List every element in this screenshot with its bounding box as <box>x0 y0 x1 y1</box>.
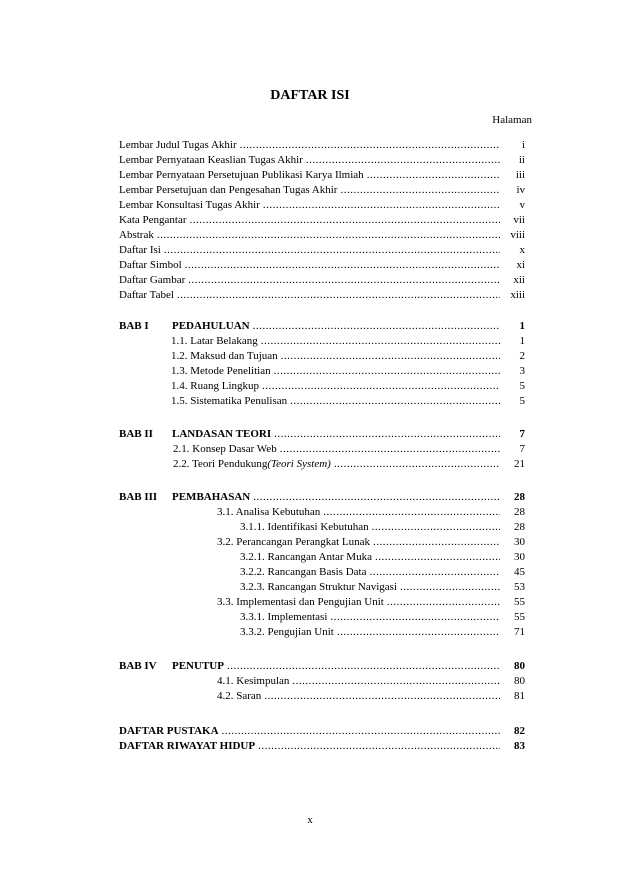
toc-chapter: BAB III PEMBAHASAN ..... 28 <box>119 490 525 504</box>
toc-entry: Daftar Tabel ..... xiii <box>119 288 525 302</box>
toc-subentry: 3.3.2. Pengujian Unit ..... 71 <box>240 625 525 639</box>
toc-entry: Lembar Pernyataan Keaslian Tugas Akhir ..... ii <box>119 153 525 167</box>
toc-entry: Daftar Isi ..... x <box>119 243 525 257</box>
toc-entry: Lembar Persetujuan dan Pengesahan Tugas Akhir ..... iv <box>119 183 525 197</box>
toc-entry: Daftar Gambar ..... xii <box>119 273 525 287</box>
toc-entry: Lembar Judul Tugas Akhir ..... i <box>119 138 525 152</box>
toc-subentry: 3.2.1. Rancangan Antar Muka ..... 30 <box>240 550 525 564</box>
toc-chapter: DAFTAR PUSTAKA ..... 82 <box>119 724 525 738</box>
toc-entry: Abstrak ..... viii <box>119 228 525 242</box>
page-number: x <box>307 814 313 826</box>
toc-subentry: 1.4. Ruang Lingkup ..... 5 <box>171 379 525 393</box>
toc-subentry: 3.2.2. Rancangan Basis Data ..... 45 <box>240 565 525 579</box>
toc-subentry: 3.2. Perancangan Perangkat Lunak ..... 30 <box>217 535 525 549</box>
toc-subentry: 4.2. Saran ..... 81 <box>217 689 525 703</box>
toc-entry: Lembar Pernyataan Persetujuan Publikasi Karya Ilmiah ..... iii <box>119 168 525 182</box>
toc-chapter: BAB IV PENUTUP ..... 80 <box>119 659 525 673</box>
toc-chapter: BAB I PEDAHULUAN ..... 1 <box>119 319 525 333</box>
toc-entry: Kata Pengantar ..... vii <box>119 213 525 227</box>
page-title: DAFTAR ISI <box>270 88 350 103</box>
toc-subentry: 1.2. Maksud dan Tujuan ..... 2 <box>171 349 525 363</box>
toc-subentry: 3.3.1. Implementasi ..... 55 <box>240 610 525 624</box>
toc-subentry: 1.3. Metode Penelitian ..... 3 <box>171 364 525 378</box>
toc-subentry: 3.1.1. Identifikasi Kebutuhan ..... 28 <box>240 520 525 534</box>
toc-entry: Daftar Simbol ..... xi <box>119 258 525 272</box>
toc-subentry: 3.3. Implementasi dan Pengujian Unit ..... 55 <box>217 595 525 609</box>
toc-subentry: 2.1. Konsep Dasar Web ..... 7 <box>173 442 525 456</box>
toc-chapter: BAB II LANDASAN TEORI ..... 7 <box>119 427 525 441</box>
toc-subentry: 1.1. Latar Belakang ..... 1 <box>171 334 525 348</box>
toc-entry: Lembar Konsultasi Tugas Akhir ..... v <box>119 198 525 212</box>
halaman-header: Halaman <box>492 114 532 126</box>
toc-chapter: DAFTAR RIWAYAT HIDUP ..... 83 <box>119 739 525 753</box>
toc-subentry: 4.1. Kesimpulan ..... 80 <box>217 674 525 688</box>
toc-subentry: 2.2. Teori Pendukung (Teori System) ..... 21 <box>173 457 525 471</box>
toc-subentry: 1.5. Sistematika Penulisan ..... 5 <box>171 394 525 408</box>
toc-subentry: 3.1. Analisa Kebutuhan ..... 28 <box>217 505 525 519</box>
toc-subentry: 3.2.3. Rancangan Struktur Navigasi ..... 53 <box>240 580 525 594</box>
